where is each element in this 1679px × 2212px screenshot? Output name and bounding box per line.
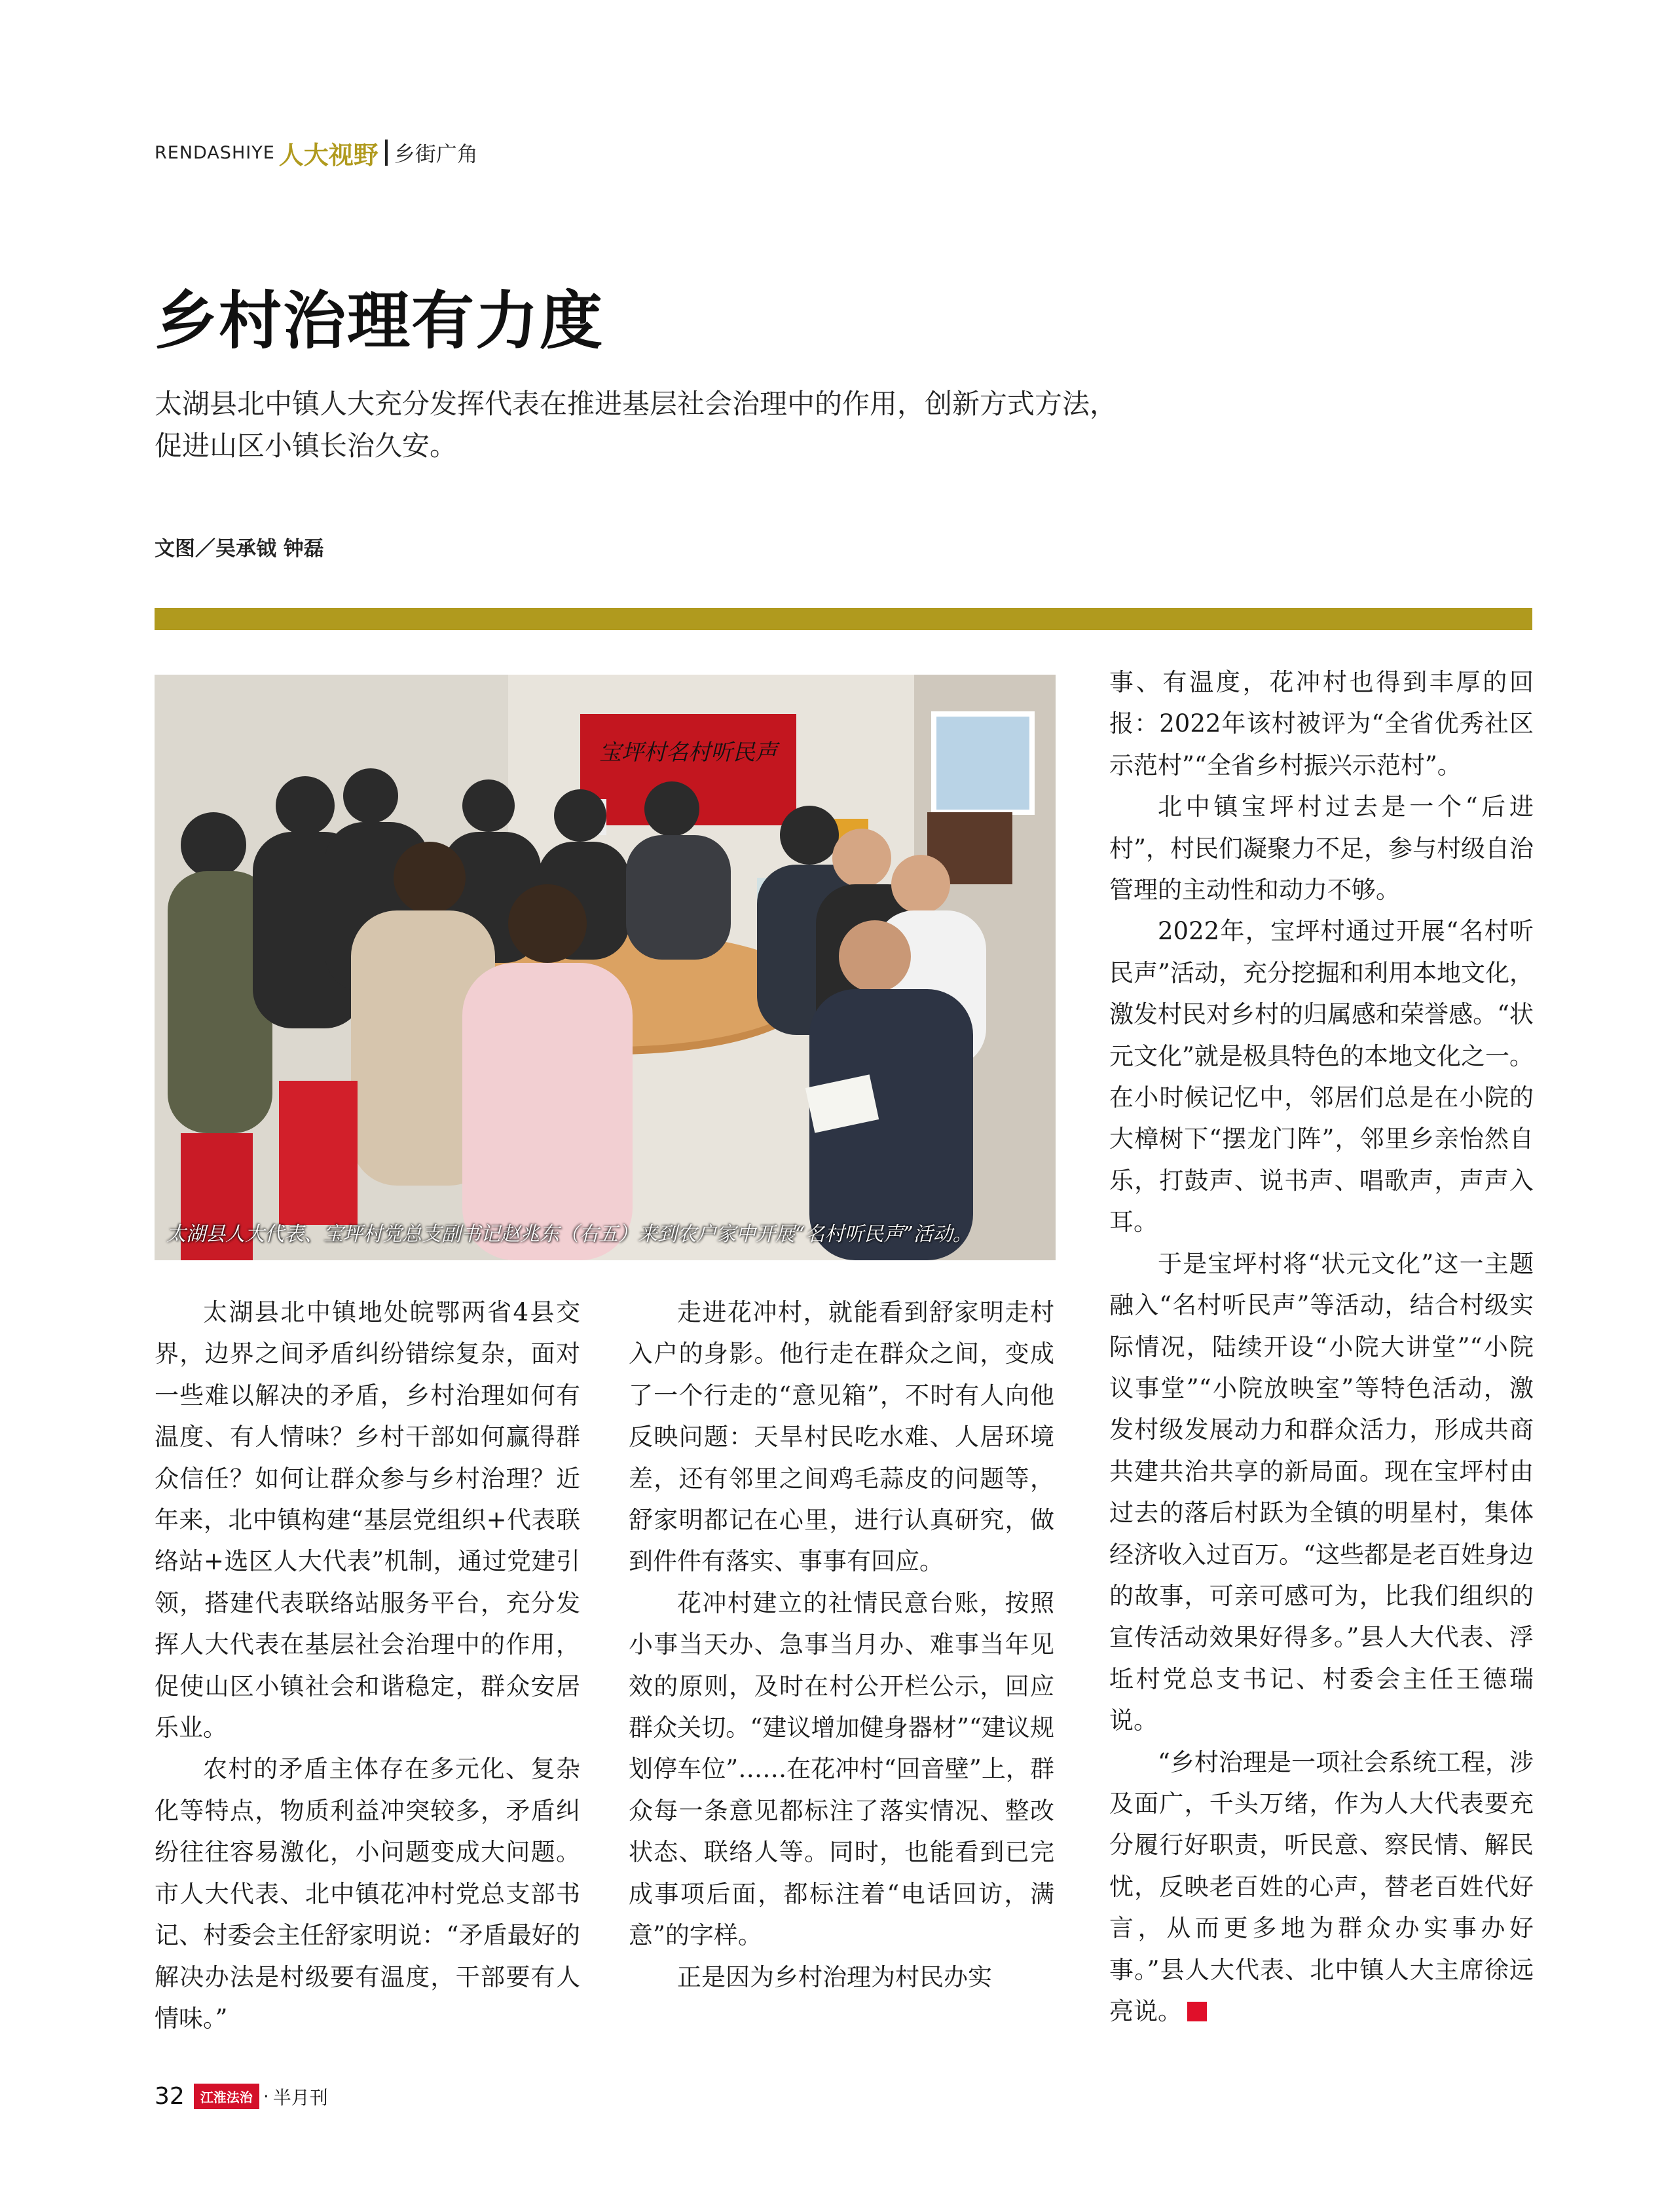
body-paragraph: 太湖县北中镇地处皖鄂两省4县交界，边界之间矛盾纠纷错综复杂，面对一些难以解决的矛盾，乡村治理如何有温度、有人情味？乡村干部如何赢得群众信任？如何让群众参与乡村治理？近年来，北中镇构建“基层党组织+代表联络站+选区人大代表”机制，通过党建引领，搭建代表联络站服务平台，充分发挥人大代表在基层社会治理中的作用，促使山区小镇社会和谐稳定，群众安居乐业。 xyxy=(155,1298,580,1742)
article-photo xyxy=(155,675,1056,1260)
body-column-3 xyxy=(1109,662,1534,2032)
meeting-scene-illustration xyxy=(155,675,1056,1260)
body-paragraph: 正是因为乡村治理为村民办实 xyxy=(677,1962,992,1991)
body-paragraph-final xyxy=(1109,1742,1534,2033)
red-banner-text: 宝坪村名村听民声 xyxy=(599,740,777,766)
publication-frequency: 半月刊 xyxy=(272,2086,328,2109)
section-chinese-name: 人大视野 xyxy=(278,140,378,170)
gold-divider-bar xyxy=(155,608,1532,630)
section-english-name: RENDASHIYE xyxy=(155,142,275,163)
article-end-mark-icon xyxy=(1187,2002,1207,2021)
section-header xyxy=(155,136,478,169)
subtitle-line: 太湖县北中镇人大充分发挥代表在推进基层社会治理中的作用，创新方式方法， xyxy=(155,388,1118,420)
page-footer xyxy=(155,2083,328,2110)
header-divider xyxy=(385,140,388,166)
body-paragraph-continued: 事、有温度，花冲村也得到丰厚的回报：2022年该村被评为“全省优秀社区示范村”“全省乡村振兴示范村”。 xyxy=(1109,668,1534,779)
body-column-2 xyxy=(629,1292,1054,1998)
body-paragraph: 农村的矛盾主体存在多元化、复杂化等特点，物质利益冲突较多，矛盾纠纷往往容易激化，小问题变成大问题。市人大代表、北中镇花冲村党总支部书记、村委会主任舒家明说：“矛盾最好的解决办法是村级要有温度，干部要有人情味。” xyxy=(155,1755,580,2033)
article-title: 乡村治理有力度 xyxy=(155,284,604,358)
body-paragraph: 花冲村建立的社情民意台账，按照小事当天办、急事当月办、难事当年见效的原则，及时在村公开栏公示，回应群众关切。“建议增加健身器材”“建议规划停车位”……在花冲村“回音壁”上，群众每一条意见都标注了落实情况、整改状态、联络人等。同时，也能看到已完成事项后面，都标注着“电话回访，满意”的字样。 xyxy=(629,1588,1054,1950)
byline: 文图／吴承钺 钟磊 xyxy=(155,537,324,561)
magazine-logo: 江淮法治 xyxy=(194,2084,259,2109)
body-paragraph: 于是宝坪村将“状元文化”这一主题融入“名村听民声”等活动，结合村级实际情况，陆续开设“小院大讲堂”“小院议事堂”“小院放映室”等特色活动，激发村级发展动力和群众活力，形成共商共建共治共享的新局面。现在宝坪村由过去的落后村跃为全镇的明星村，集体经济收入过百万。“这些都是老百姓身边的故事，可亲可感可为，比我们组织的宣传活动效果好得多。”县人大代表、浮坵村党总支书记、村委会主任王德瑞说。 xyxy=(1109,1249,1534,1735)
final-paragraph-text: “乡村治理是一项社会系统工程，涉及面广，千头万绪，作为人大代表要充分履行好职责，听民意、察民情、解民忧，反映老百姓的心声，替老百姓代好言，从而更多地为群众办实事办好事。”县人大代表、北中镇人大主席徐远亮说。 xyxy=(1109,1748,1534,2025)
body-paragraph: 北中镇宝坪村过去是一个“后进村”，村民们凝聚力不足，参与村级自治管理的主动性和动力不够。 xyxy=(1109,793,1534,905)
footer-separator: · xyxy=(263,2086,269,2107)
photo-caption: 太湖县人大代表、宝坪村党总支副书记赵兆东（右五）来到农户家中开展“名村听民声”活动。 xyxy=(166,1223,972,1246)
body-column-1 xyxy=(155,1292,580,2039)
body-paragraph: 走进花冲村，就能看到舒家明走村入户的身影。他行走在群众之间，变成了一个行走的“意见箱”，不时有人向他反映问题：天旱村民吃水难、人居环境差，还有邻里之间鸡毛蒜皮的问题等，舒家明都记在心里，进行认真研究，做到件件有落实、事事有回应。 xyxy=(629,1298,1054,1576)
column-name: 乡街广角 xyxy=(394,141,478,166)
article-subtitle xyxy=(155,383,1235,467)
subtitle-line: 促进山区小镇长治久安。 xyxy=(155,430,458,462)
body-paragraph: 2022年，宝坪村通过开展“名村听民声”活动，充分挖掘和利用本地文化，激发村民对乡村的归属感和荣誉感。“状元文化”就是极具特色的本地文化之一。在小时候记忆中，邻居们总是在小院的大樟树下“摆龙门阵”，邻里乡亲怡然自乐，打鼓声、说书声、唱歌声，声声入耳。 xyxy=(1109,917,1534,1237)
page-number: 32 xyxy=(155,2083,185,2110)
